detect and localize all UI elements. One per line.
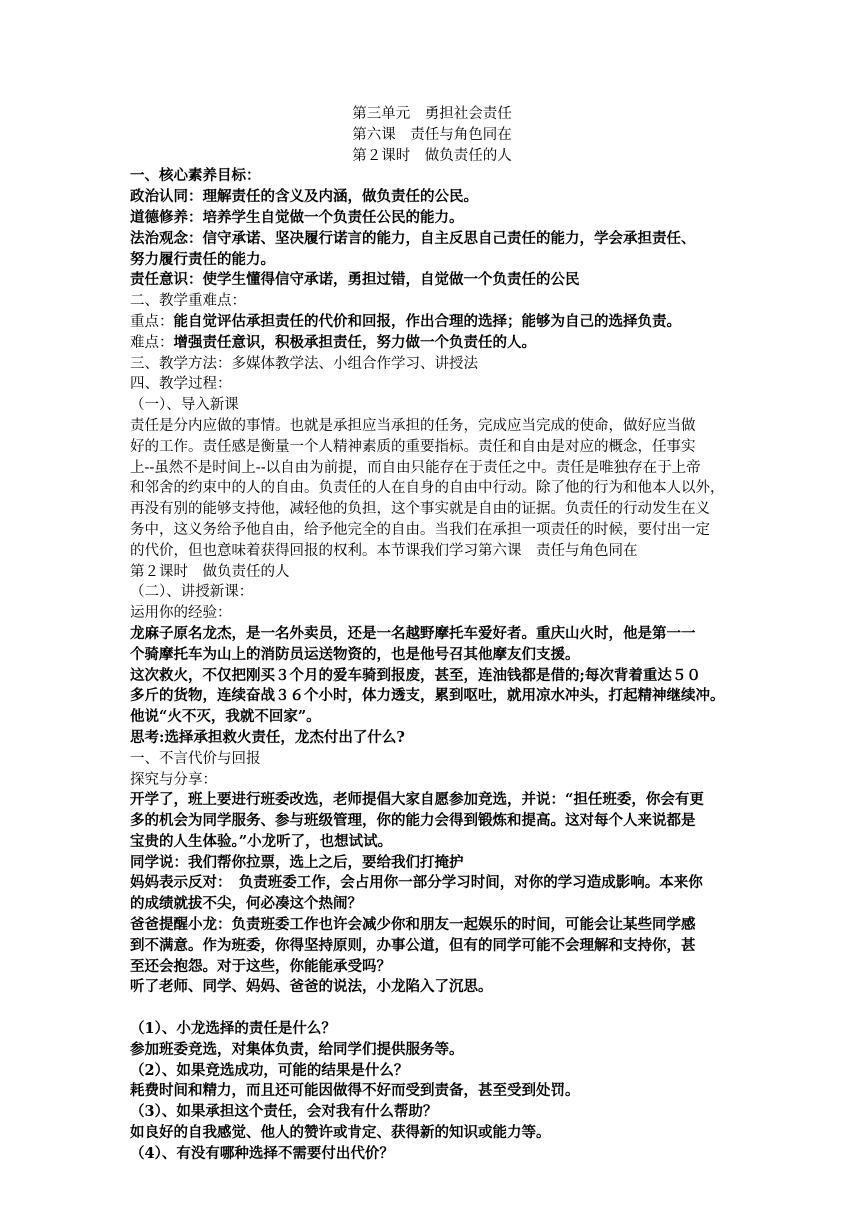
difficult-point (130, 333, 734, 354)
section-heading-process: 四、教学过程： (130, 376, 232, 393)
explore-line: 至还会抱怨。对于这些，你能能承受吗？ (130, 957, 391, 975)
intro-line: 再没有别的能够支持他，减轻他的负担，这个事实就是自由的证据。负责任的行动发生在义 (130, 501, 710, 518)
question-3: （3）、如果承担这个责任，会对我有什么帮助？ (130, 1103, 438, 1121)
intro-line: 责任是分内应做的事情。也就是承担应当承担的任务，完成应当完成的使命，做好应当做 (130, 417, 696, 434)
experience-label: 运用你的经验： (130, 605, 232, 622)
explore-line: 的成绩就拔不尖，何必凑这个热闹？ (130, 895, 362, 913)
difficult-point-label: 难点： (130, 334, 174, 351)
intro-line: 上--虽然不是时间上--以自由为前提，而自由只能存在于责任之中。责任是唯独存在于上帝 (130, 459, 701, 476)
explore-line: 听了老师、同学、妈妈、爸爸的说法，小龙陷入了沉思。 (130, 978, 493, 996)
story-line: 个骑摩托车为山上的消防员运送物资的，也是他号召其他摩友们支援。 (130, 645, 580, 663)
key-point (130, 312, 734, 333)
story-line: 他说“火不灭，我就不回家”。 (130, 708, 321, 726)
explore-line: 同学说：我们帮你拉票，选上之后，要给我们打掩护 (130, 853, 464, 871)
goal-item: 法治观念：信守承诺、坚决履行诺言的能力，自主反思自己责任的能力，学会承担责任、 (130, 229, 696, 247)
key-point-label: 重点： (130, 313, 174, 330)
goal-item: 责任意识：使学生懂得信守承诺，勇担过错，自觉做一个负责任的公民 (130, 271, 580, 289)
section-heading-keypoints: 二、教学重难点： (130, 293, 246, 310)
explore-line: 爸爸提醒小龙：负责班委工作也许会减少你和朋友一起娱乐的时间，可能会让某些同学感 (130, 916, 696, 934)
period-title: 第２课时 做负责任的人 (352, 147, 512, 164)
story-line: 多斤的货物，连续奋战３６个小时，体力透支，累到呕吐，就用凉水冲头，打起精神继续冲。 (130, 687, 725, 705)
goal-item: 政治认同：理解责任的含义及内涵，做负责任的公民。 (130, 188, 478, 206)
blank-line (130, 998, 734, 1019)
answer-3: 如良好的自我感觉、他人的赞许或肯定、获得新的知识或能力等。 (130, 1124, 551, 1142)
goal-item: 努力履行责任的能力。 (130, 250, 275, 268)
intro-line: 和邻舍的约束中的人的自由。负责任的人在自身的自由中行动。除了他的行为和他本人以外， (130, 480, 725, 497)
story-question: 思考:选择承担救火责任，龙杰付出了什么? (130, 728, 405, 746)
key-point-text: 能自觉评估承担责任的代价和回报，作出合理的选择；能够为自己的选择负责。 (173, 312, 681, 330)
answer-1: 参加班委竞选，对集体负责，给同学们提供服务等。 (130, 1040, 464, 1058)
explore-line: 妈妈表示反对： 负责班委工作，会占用你一部分学习时间，对你的学习造成影响。本来你 (130, 874, 703, 892)
explore-line: 开学了，班上要进行班委改选，老师提倡大家自愿参加竞选，并说：“担任班委，你会有更 (130, 791, 704, 809)
difficult-point-text: 增强责任意识，积极承担责任，努力做一个负责任的人。 (173, 333, 536, 351)
intro-line: 务中，这义务给予他自由，给予他完全的自由。当我们在承担一项责任的时候，要付出一定 (130, 521, 710, 538)
answer-2: 耗费时间和精力，而且还可能因做得不好而受到责备，甚至受到处罚。 (130, 1082, 580, 1100)
explore-line: 到不满意。作为班委，你得坚持原则，办事公道，但有的同学可能不会理解和支持你，甚 (130, 936, 696, 954)
section-methods: 三、教学方法：多媒体教学法、小组合作学习、讲授法 (130, 355, 478, 372)
explore-line: 宝贵的人生体验。”小龙听了，也想试试。 (130, 832, 393, 850)
question-1: （1）、小龙选择的责任是什么？ (130, 1020, 336, 1038)
story-line: 这次救火，不仅把刚买３个月的爱车骑到报废，甚至，连油钱都是借的;每次背着重达５０ (130, 666, 701, 684)
teach-heading: （二）、讲授新课： (130, 584, 254, 601)
story-line: 龙麻子原名龙杰，是一名外卖员，还是一名越野摩托车爱好者。重庆山火时，他是第一一 (130, 624, 696, 642)
goal-item: 道德修养：培养学生自觉做一个负责任公民的能力。 (130, 208, 464, 226)
document-page (130, 104, 734, 1165)
intro-line: 好的工作。责任感是衡量一个人精神素质的重要指标。责任和自由是对应的概念，任事实 (130, 438, 696, 455)
section-heading-goals: 一、核心素养目标： (130, 167, 261, 185)
intro-heading: （一）、导入新课 (130, 397, 239, 414)
explore-label: 探究与分享： (130, 771, 217, 788)
part1-heading: 一、不言代价与回报 (130, 750, 261, 767)
lesson-title: 第六课 责任与角色同在 (352, 126, 512, 143)
intro-line: 的代价，但也意味着获得回报的权利。本节课我们学习第六课 责任与角色同在 (130, 542, 638, 559)
explore-line: 多的机会为同学服务、参与班级管理，你的能力会得到锻炼和提高。这对每个人来说都是 (130, 812, 696, 830)
unit-title: 第三单元 勇担社会责任 (352, 106, 512, 122)
period-line: 第２课时 做负责任的人 (130, 563, 290, 580)
question-2: （2）、如果竞选成功，可能的结果是什么？ (130, 1061, 409, 1079)
question-4: （4）、有没有哪种选择不需要付出代价？ (130, 1144, 394, 1162)
